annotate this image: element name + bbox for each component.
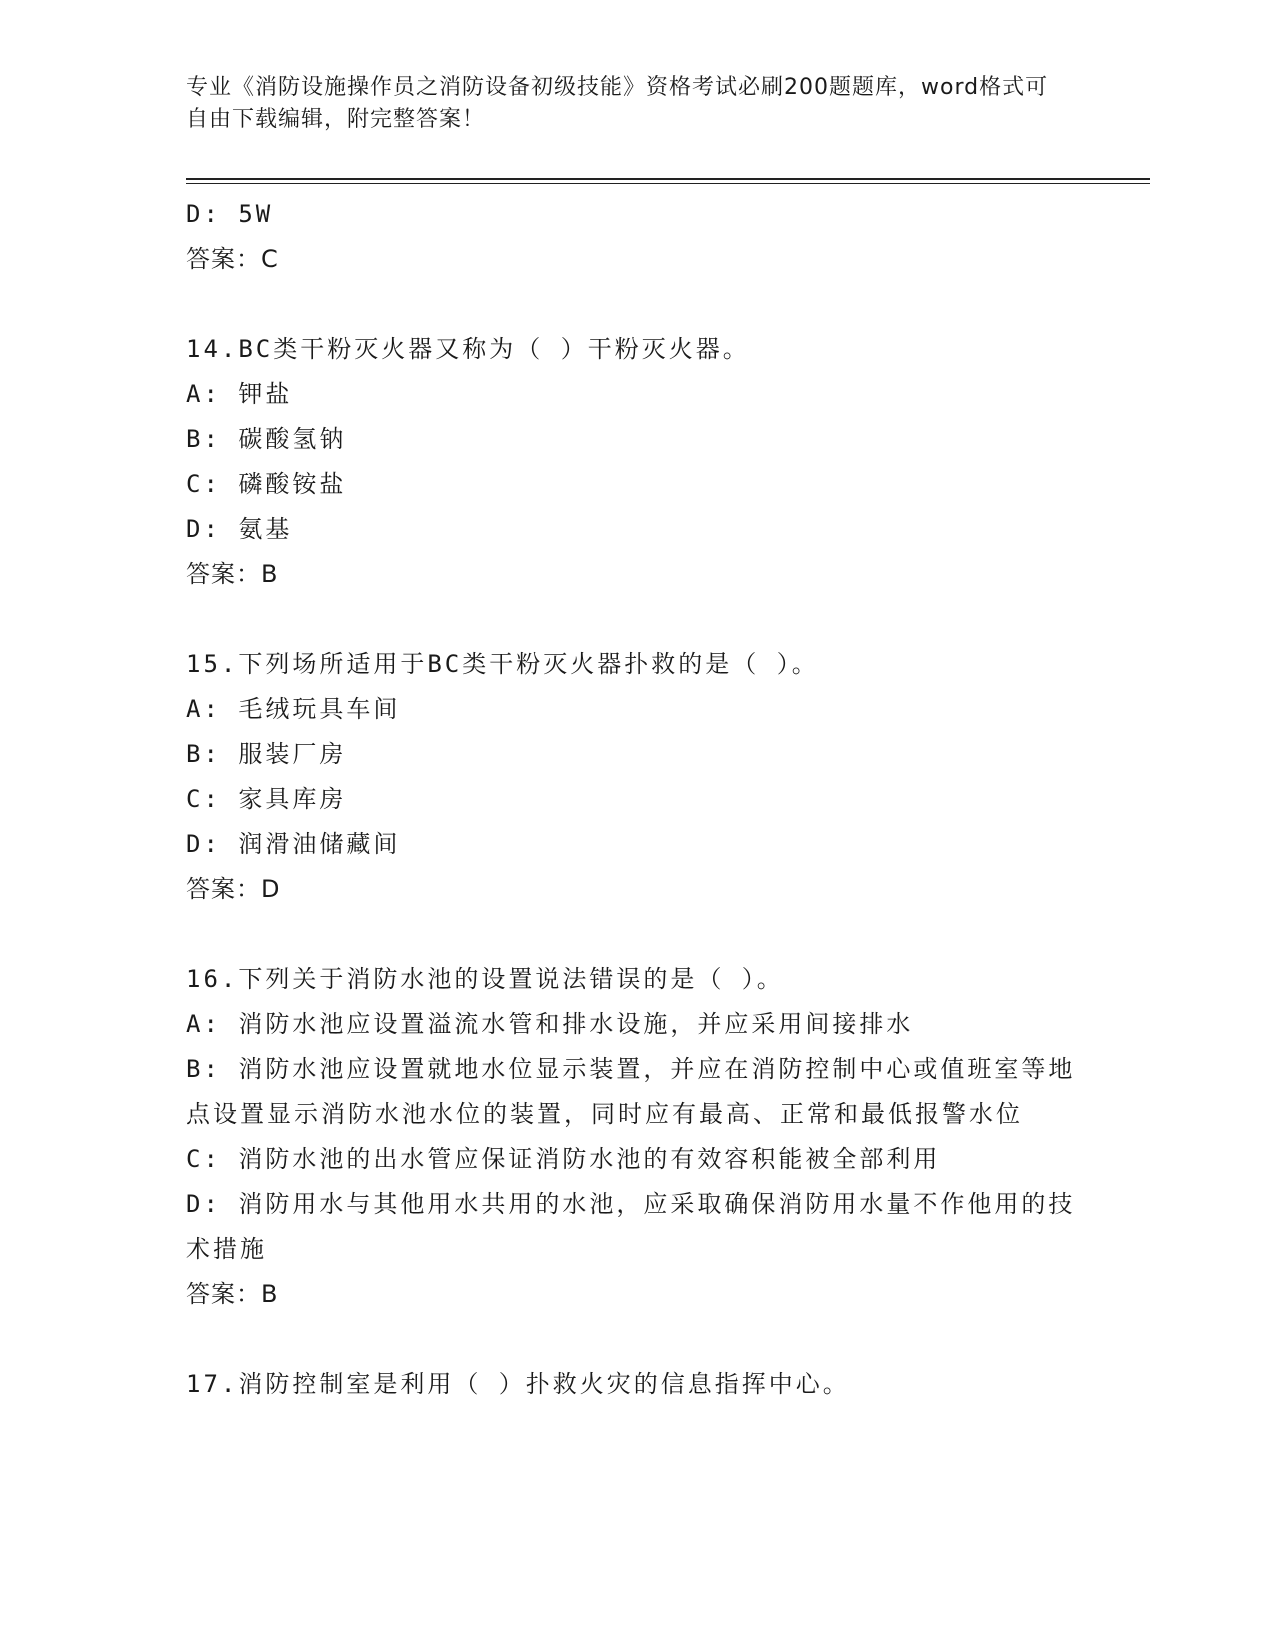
question-16: [186, 957, 1086, 1317]
answer-line: 答案：D: [186, 875, 281, 903]
option-b: B: 消防水池应设置就地水位显示装置，并应在消防控制中心或值班室等地点设置显示消防水池水位的装置，同时应有最高、正常和最低报警水位: [186, 1055, 1076, 1128]
question-stem: 14.BC类干粉灭火器又称为（ ）干粉灭火器。: [186, 335, 750, 363]
question-14: [186, 327, 1086, 597]
question-content: [186, 192, 1086, 1407]
option-d: D: 消防用水与其他用水共用的水池，应采取确保消防用水量不作他用的技术措施: [186, 1190, 1076, 1263]
answer-line: 答案：B: [186, 1280, 279, 1308]
option-d: D: 5W: [186, 200, 274, 228]
option-d: D: 氨基: [186, 515, 293, 543]
option-a: A: 消防水池应设置溢流水管和排水设施，并应采用间接排水: [186, 1010, 914, 1038]
option-b: B: 服装厂房: [186, 740, 347, 768]
option-c: C: 消防水池的出水管应保证消防水池的有效容积能被全部利用: [186, 1145, 941, 1173]
question-stem: 16.下列关于消防水池的设置说法错误的是（ ）。: [186, 965, 784, 993]
option-a: A: 毛绒玩具车间: [186, 695, 401, 723]
option-c: C: 家具库房: [186, 785, 347, 813]
question-stem: 15.下列场所适用于BC类干粉灭火器扑救的是（ ）。: [186, 650, 819, 678]
header-divider-thick: [186, 178, 1150, 180]
answer-line: 答案：C: [186, 245, 279, 273]
answer-line: 答案：B: [186, 560, 279, 588]
option-a: A: 钾盐: [186, 380, 293, 408]
option-c: C: 磷酸铵盐: [186, 470, 347, 498]
question-15: [186, 642, 1086, 912]
option-b: B: 碳酸氢钠: [186, 425, 347, 453]
header-divider-thin: [186, 183, 1150, 184]
question-stem: 17.消防控制室是利用（ ）扑救火灾的信息指挥中心。: [186, 1370, 850, 1398]
document-header-title: 专业《消防设施操作员之消防设备初级技能》资格考试必刷200题题库，word格式可自由下载编辑，附完整答案！: [186, 75, 1049, 132]
option-d: D: 润滑油储藏间: [186, 830, 401, 858]
question-17: [186, 1362, 1086, 1407]
